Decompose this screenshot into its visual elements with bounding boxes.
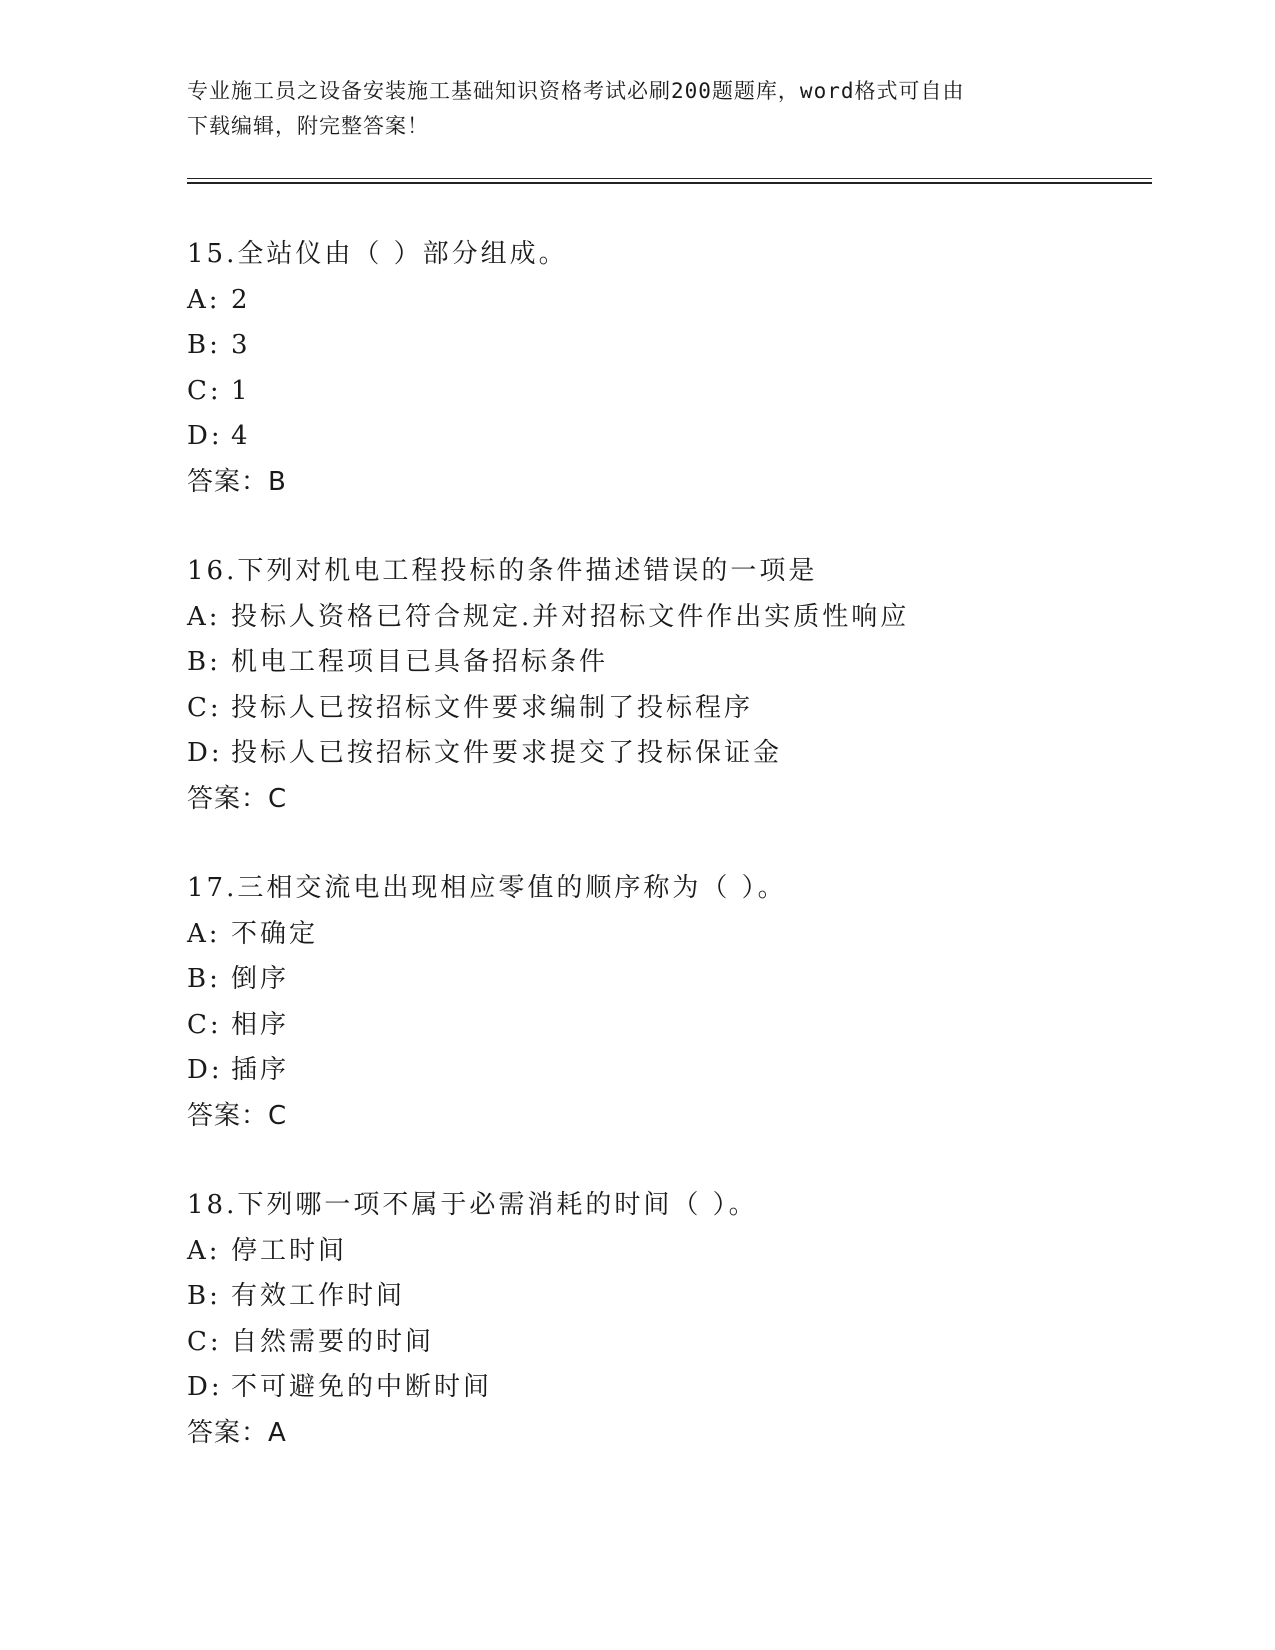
answer-line: 答案：C (187, 1100, 288, 1131)
option-text: 不可避免的中断时间 (231, 1372, 493, 1402)
option-b (187, 957, 1147, 1003)
option-letter: C: (187, 375, 222, 406)
option-letter: B: (187, 330, 221, 360)
option-letter: D: (187, 1055, 223, 1085)
option-text: 投标人已按招标文件要求提交了投标保证金 (231, 738, 783, 768)
option-letter: D: (187, 421, 223, 451)
question-title: 17.三相交流电出现相应零值的顺序称为（ ）。 (187, 873, 787, 903)
option-letter: B: (187, 647, 221, 677)
option-text: 投标人资格已符合规定.并对招标文件作出实质性响应 (231, 601, 910, 632)
answer-line: 答案：A (187, 1417, 287, 1448)
option-b (187, 323, 1147, 369)
header-line-2: 下载编辑，附完整答案！ (187, 114, 429, 138)
option-letter: B: (187, 1281, 221, 1311)
option-c (187, 369, 1147, 415)
question-18 (187, 1183, 1147, 1456)
option-text: 投标人已按招标文件要求编制了投标程序 (231, 692, 754, 723)
question-17 (187, 866, 1147, 1139)
question-title: 18.下列哪一项不属于必需消耗的时间（ ）。 (187, 1190, 758, 1220)
option-a (187, 912, 1147, 958)
option-text: 1 (231, 375, 251, 406)
option-text: 插序 (231, 1055, 290, 1085)
option-letter: C: (187, 1326, 222, 1357)
option-text: 相序 (231, 1009, 290, 1040)
option-text: 有效工作时间 (231, 1281, 406, 1311)
option-a (187, 595, 1147, 641)
option-d (187, 731, 1147, 777)
question-15 (187, 232, 1147, 505)
option-d (187, 1048, 1147, 1094)
question-title: 16.下列对机电工程投标的条件描述错误的一项是 (187, 556, 818, 586)
option-letter: A: (187, 918, 221, 949)
option-text: 4 (231, 421, 251, 451)
option-letter: D: (187, 738, 223, 768)
option-c (187, 1003, 1147, 1049)
answer-line: 答案：C (187, 783, 288, 814)
question-title: 15.全站仪由（ ）部分组成。 (187, 239, 568, 269)
option-c (187, 686, 1147, 732)
document-header (187, 74, 1067, 144)
option-a (187, 1229, 1147, 1275)
option-b (187, 640, 1147, 686)
option-text: 不确定 (231, 918, 319, 949)
option-a (187, 278, 1147, 324)
option-d (187, 414, 1147, 460)
option-letter: A: (187, 284, 221, 315)
answer-line: 答案：B (187, 466, 287, 497)
question-16 (187, 549, 1147, 822)
option-letter: A: (187, 1235, 221, 1266)
option-text: 倒序 (231, 964, 290, 994)
option-d (187, 1365, 1147, 1411)
header-divider-thin (187, 178, 1152, 179)
option-letter: C: (187, 1009, 222, 1040)
option-letter: D: (187, 1372, 223, 1402)
header-line-1: 专业施工员之设备安装施工基础知识资格考试必刷200题题库，word格式可自由 (187, 79, 965, 103)
option-text: 自然需要的时间 (231, 1326, 435, 1357)
option-b (187, 1274, 1147, 1320)
option-letter: A: (187, 601, 221, 632)
option-letter: C: (187, 692, 222, 723)
option-text: 2 (231, 284, 251, 315)
option-text: 停工时间 (231, 1235, 348, 1266)
option-text: 机电工程项目已具备招标条件 (231, 647, 609, 677)
option-letter: B: (187, 964, 221, 994)
option-c (187, 1320, 1147, 1366)
option-text: 3 (231, 330, 251, 360)
header-divider-thick (187, 182, 1152, 184)
